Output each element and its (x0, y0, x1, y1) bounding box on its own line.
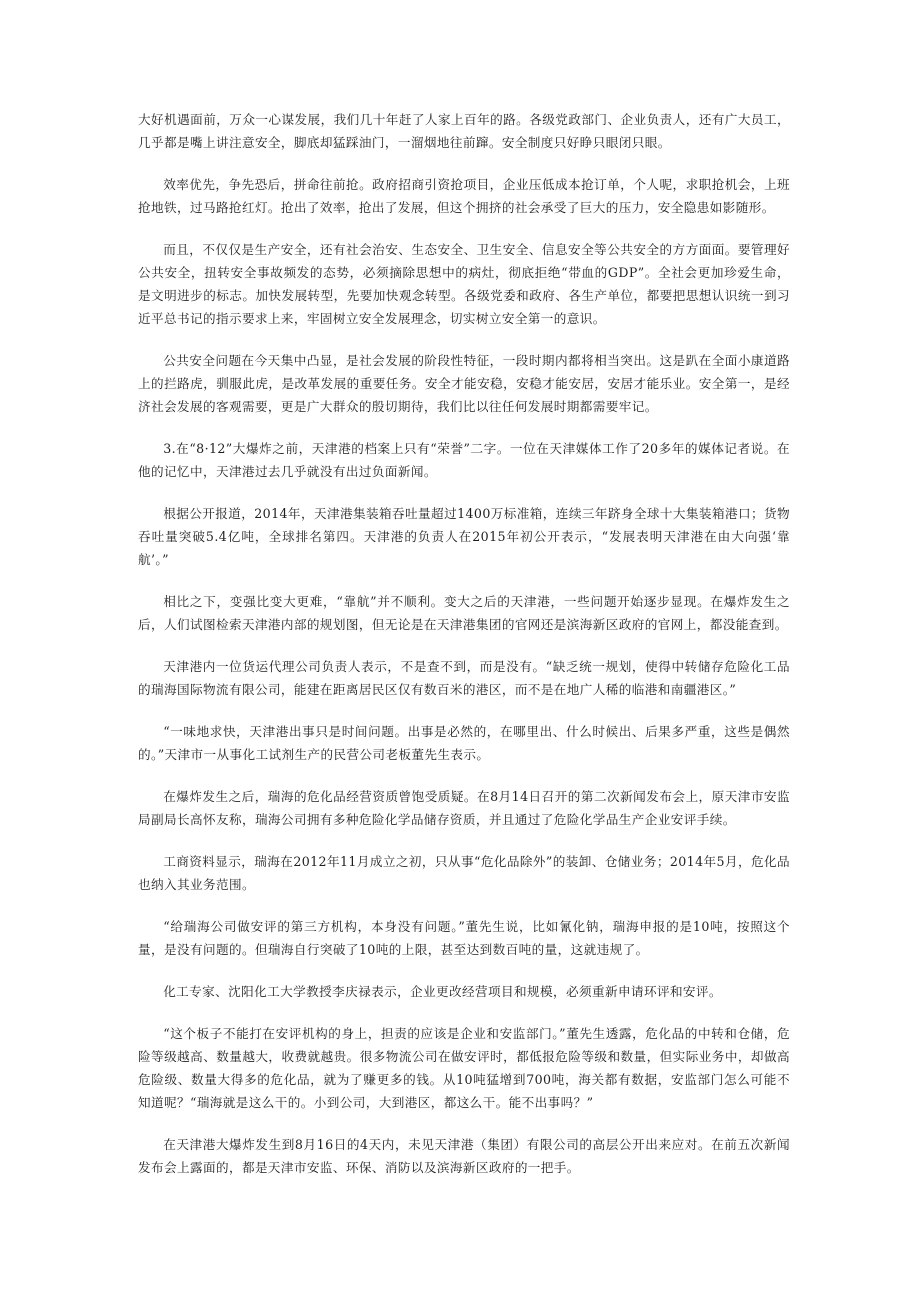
paragraph: 公共安全问题在今天集中凸显，是社会发展的阶段性特征，一段时期内都将相当突出。这是趴在全面小康道路上的拦路虎，驯服此虎，是改革发展的重要任务。安全才能安稳，安稳才能安居，安居才能乐业。安全第一，是经济社会发展的客观需要，更是广大群众的殷切期待，我们比以往任何发展时期都需要牢记。 (138, 353, 790, 414)
paragraph: “一味地求快，天津港出事只是时间问题。出事是必然的，在哪里出、什么时候出、后果多严重，这些是偶然的。”天津市一从事化工试剂生产的民营公司老板董先生表示。 (138, 724, 790, 762)
paragraph: 在爆炸发生之后，瑞海的危化品经营资质曾饱受质疑。在8月14日召开的第二次新闻发布会上，原天津市安监局副局长高怀友称，瑞海公司拥有多种危险化学品储存资质，并且通过了危险化学品生产企业安评手续。 (138, 789, 790, 827)
paragraph: 工商资料显示，瑞海在2012年11月成立之初，只从事“危化品除外”的装卸、仓储业务；2014年5月，危化品也纳入其业务范围。 (138, 854, 790, 892)
paragraph: 化工专家、沈阳化工大学教授李庆禄表示，企业更改经营项目和规模，必须重新申请环评和安评。 (163, 984, 722, 999)
paragraph: 天津港内一位货运代理公司负责人表示，不是查不到，而是没有。“缺乏统一规划，使得中转储存危险化工品的瑞海国际物流有限公司，能建在距离居民区仅有数百米的港区，而不是在地广人稀的临港和南疆港区。” (138, 659, 790, 697)
paragraph: 而且，不仅仅是生产安全，还有社会治安、生态安全、卫生安全、信息安全等公共安全的方方面面。要管理好公共安全，扭转安全事故频发的态势，必须摘除思想中的病灶，彻底拒绝“带血的GDP”。全社会更加珍爱生命，是文明进步的标志。加快发展转型，先要加快观念转型。各级党委和政府、各生产单位，都要把思想认识统一到习近平总书记的指示要求上来，牢固树立安全发展理念，切实树立安全第一的意识。 (138, 242, 790, 326)
paragraph: “这个板子不能打在安评机构的身上，担责的应该是企业和安监部门。”董先生透露，危化品的中转和仓储，危险等级越高、数量越大，收费就越贵。很多物流公司在做安评时，都低报危险等级和数量，但实际业务中，却做高危险级、数量大得多的危化品，就为了赚更多的钱。从10吨猛增到700吨，海关都有数据，安监部门怎么可能不知道呢？“瑞海就是这么干的。小到公司，大到港区，都这么干。能不出事吗？” (138, 1026, 790, 1110)
paragraph: 大好机遇面前，万众一心谋发展，我们几十年赶了人家上百年的路。各级党政部门、企业负责人，还有广大员工，几乎都是嘴上讲注意安全，脚底却猛踩油门，一溜烟地往前蹿。安全制度只好睁只眼闭只眼。 (138, 112, 790, 150)
paragraph: 相比之下，变强比变大更难，“靠航”并不顺利。变大之后的天津港，一些问题开始逐步显现。在爆炸发生之后，人们试图检索天津港内部的规划图，但无论是在天津港集团的官网还是滨海新区政府的官网上，都没能查到。 (138, 594, 790, 632)
paragraph: 3.在“8·12”大爆炸之前，天津港的档案上只有“荣誉”二字。一位在天津媒体工作了20多年的媒体记者说。在他的记忆中，天津港过去几乎就没有出过负面新闻。 (138, 441, 790, 479)
document-body (138, 108, 790, 1198)
paragraph: “给瑞海公司做安评的第三方机构，本身没有问题。”董先生说，比如氰化钠，瑞海申报的是10吨，按照这个量，是没有问题的。但瑞海自行突破了10吨的上限，甚至达到数百吨的量，这就违规了。 (138, 919, 790, 957)
paragraph: 根据公开报道，2014年，天津港集装箱吞吐量超过1400万标准箱，连续三年跻身全球十大集装箱港口；货物吞吐量突破5.4亿吨，全球排名第四。天津港的负责人在2015年初公开表示，“发展表明天津港在由大向强‘靠航’。” (138, 506, 790, 567)
paragraph: 在天津港大爆炸发生到8月16日的4天内，未见天津港（集团）有限公司的高层公开出来应对。在前五次新闻发布会上露面的，都是天津市安监、环保、消防以及滨海新区政府的一把手。 (138, 1137, 790, 1175)
paragraph: 效率优先，争先恐后，拼命往前抢。政府招商引资抢项目，企业压低成本抢订单，个人呢，求职抢机会，上班抢地铁，过马路抢红灯。抢出了效率，抢出了发展，但这个拥挤的社会承受了巨大的压力，安全隐患如影随形。 (138, 177, 790, 215)
